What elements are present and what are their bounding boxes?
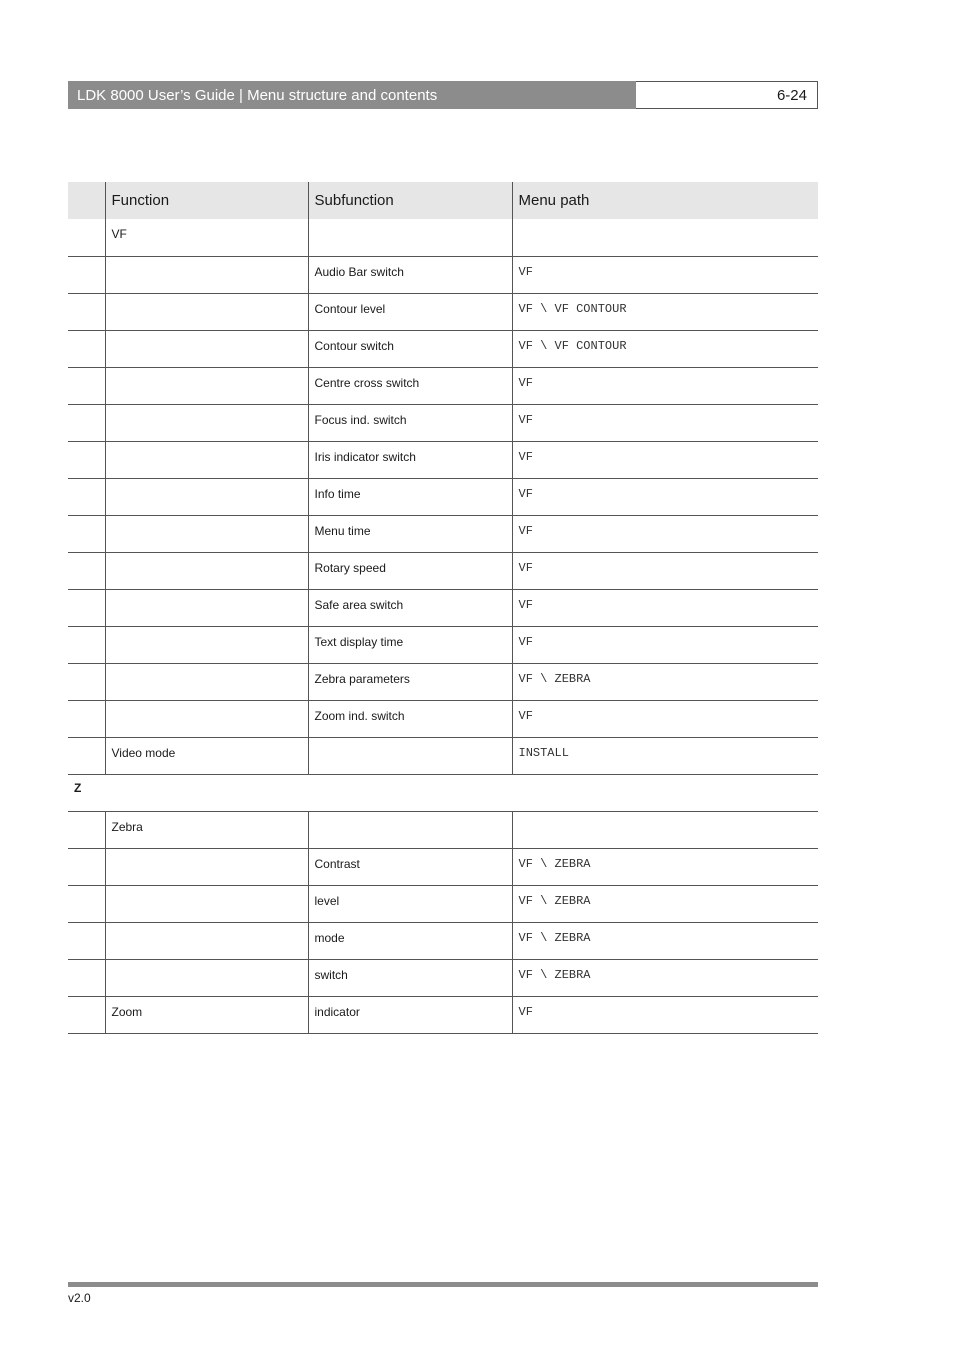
function-cell bbox=[105, 256, 308, 293]
function-cell bbox=[105, 589, 308, 626]
menu-path-cell: VF \ VF CONTOUR bbox=[512, 330, 818, 367]
function-cell bbox=[105, 700, 308, 737]
table-row bbox=[68, 219, 818, 256]
subfunction-cell: Focus ind. switch bbox=[308, 404, 512, 441]
subfunction-cell: switch bbox=[308, 959, 512, 996]
section-letter-row bbox=[68, 774, 818, 811]
table-row bbox=[68, 922, 818, 959]
menu-path-cell bbox=[512, 811, 818, 848]
menu-path-cell: VF \ ZEBRA bbox=[512, 922, 818, 959]
function-cell bbox=[105, 367, 308, 404]
table-row bbox=[68, 663, 818, 700]
table-row bbox=[68, 330, 818, 367]
table-row bbox=[68, 996, 818, 1033]
menu-path-cell: VF bbox=[512, 515, 818, 552]
subfunction-cell: Zoom ind. switch bbox=[308, 700, 512, 737]
letter-column-header bbox=[68, 182, 105, 219]
menu-path-cell: VF bbox=[512, 552, 818, 589]
function-cell: Video mode bbox=[105, 737, 308, 774]
function-cell bbox=[105, 848, 308, 885]
subfunction-cell: Rotary speed bbox=[308, 552, 512, 589]
function-cell bbox=[105, 515, 308, 552]
table-row bbox=[68, 626, 818, 663]
menu-path-cell: INSTALL bbox=[512, 737, 818, 774]
menu-path-cell: VF bbox=[512, 441, 818, 478]
function-cell bbox=[105, 922, 308, 959]
function-cell bbox=[105, 404, 308, 441]
table-body bbox=[68, 219, 818, 1033]
table-row bbox=[68, 441, 818, 478]
subfunction-cell: Centre cross switch bbox=[308, 367, 512, 404]
menu-path-cell: VF bbox=[512, 367, 818, 404]
function-cell bbox=[105, 663, 308, 700]
menu-path-cell: VF bbox=[512, 589, 818, 626]
subfunction-cell: Text display time bbox=[308, 626, 512, 663]
table-row bbox=[68, 256, 818, 293]
menu-path-cell: VF bbox=[512, 256, 818, 293]
function-cell bbox=[105, 885, 308, 922]
column-header-menu-path: Menu path bbox=[512, 182, 818, 219]
menu-path-cell: VF \ ZEBRA bbox=[512, 663, 818, 700]
function-cell bbox=[105, 959, 308, 996]
table-row bbox=[68, 515, 818, 552]
subfunction-cell: Info time bbox=[308, 478, 512, 515]
function-cell bbox=[105, 478, 308, 515]
table-row bbox=[68, 478, 818, 515]
function-cell bbox=[105, 441, 308, 478]
menu-path-cell: VF \ VF CONTOUR bbox=[512, 293, 818, 330]
function-cell: Zoom bbox=[105, 996, 308, 1033]
table-row bbox=[68, 848, 818, 885]
function-cell bbox=[105, 330, 308, 367]
table-row bbox=[68, 293, 818, 330]
function-cell bbox=[105, 293, 308, 330]
table-row bbox=[68, 552, 818, 589]
footer-divider bbox=[68, 1282, 818, 1287]
table-row bbox=[68, 404, 818, 441]
table-row bbox=[68, 811, 818, 848]
footer-version: v2.0 bbox=[68, 1291, 91, 1305]
function-cell bbox=[105, 552, 308, 589]
subfunction-cell: Contrast bbox=[308, 848, 512, 885]
menu-path-cell: VF \ ZEBRA bbox=[512, 885, 818, 922]
section-letter: Z bbox=[68, 774, 818, 811]
table-row bbox=[68, 367, 818, 404]
page-header bbox=[68, 81, 818, 109]
table-row bbox=[68, 737, 818, 774]
header-title: LDK 8000 User’s Guide | Menu structure and contents bbox=[68, 81, 636, 109]
subfunction-cell: Safe area switch bbox=[308, 589, 512, 626]
subfunction-cell: Audio Bar switch bbox=[308, 256, 512, 293]
menu-path-cell: VF bbox=[512, 700, 818, 737]
subfunction-cell: mode bbox=[308, 922, 512, 959]
subfunction-cell: Zebra parameters bbox=[308, 663, 512, 700]
subfunction-cell: Contour switch bbox=[308, 330, 512, 367]
table-row bbox=[68, 700, 818, 737]
page-number: 6-24 bbox=[636, 81, 818, 109]
subfunction-cell bbox=[308, 737, 512, 774]
table-row bbox=[68, 959, 818, 996]
subfunction-cell bbox=[308, 219, 512, 256]
subfunction-cell: Contour level bbox=[308, 293, 512, 330]
menu-path-cell bbox=[512, 219, 818, 256]
menu-path-cell: VF bbox=[512, 996, 818, 1033]
subfunction-cell: Menu time bbox=[308, 515, 512, 552]
menu-path-cell: VF bbox=[512, 626, 818, 663]
menu-path-cell: VF bbox=[512, 478, 818, 515]
subfunction-cell: level bbox=[308, 885, 512, 922]
menu-structure-table bbox=[68, 182, 818, 1034]
table-row bbox=[68, 885, 818, 922]
subfunction-cell: Iris indicator switch bbox=[308, 441, 512, 478]
column-header-function: Function bbox=[105, 182, 308, 219]
menu-path-cell: VF \ ZEBRA bbox=[512, 959, 818, 996]
column-header-subfunction: Subfunction bbox=[308, 182, 512, 219]
table-header-row bbox=[68, 182, 818, 219]
subfunction-cell bbox=[308, 811, 512, 848]
function-cell: VF bbox=[105, 219, 308, 256]
menu-path-cell: VF bbox=[512, 404, 818, 441]
menu-path-cell: VF \ ZEBRA bbox=[512, 848, 818, 885]
subfunction-cell: indicator bbox=[308, 996, 512, 1033]
table-row bbox=[68, 589, 818, 626]
function-cell bbox=[105, 626, 308, 663]
function-cell: Zebra bbox=[105, 811, 308, 848]
